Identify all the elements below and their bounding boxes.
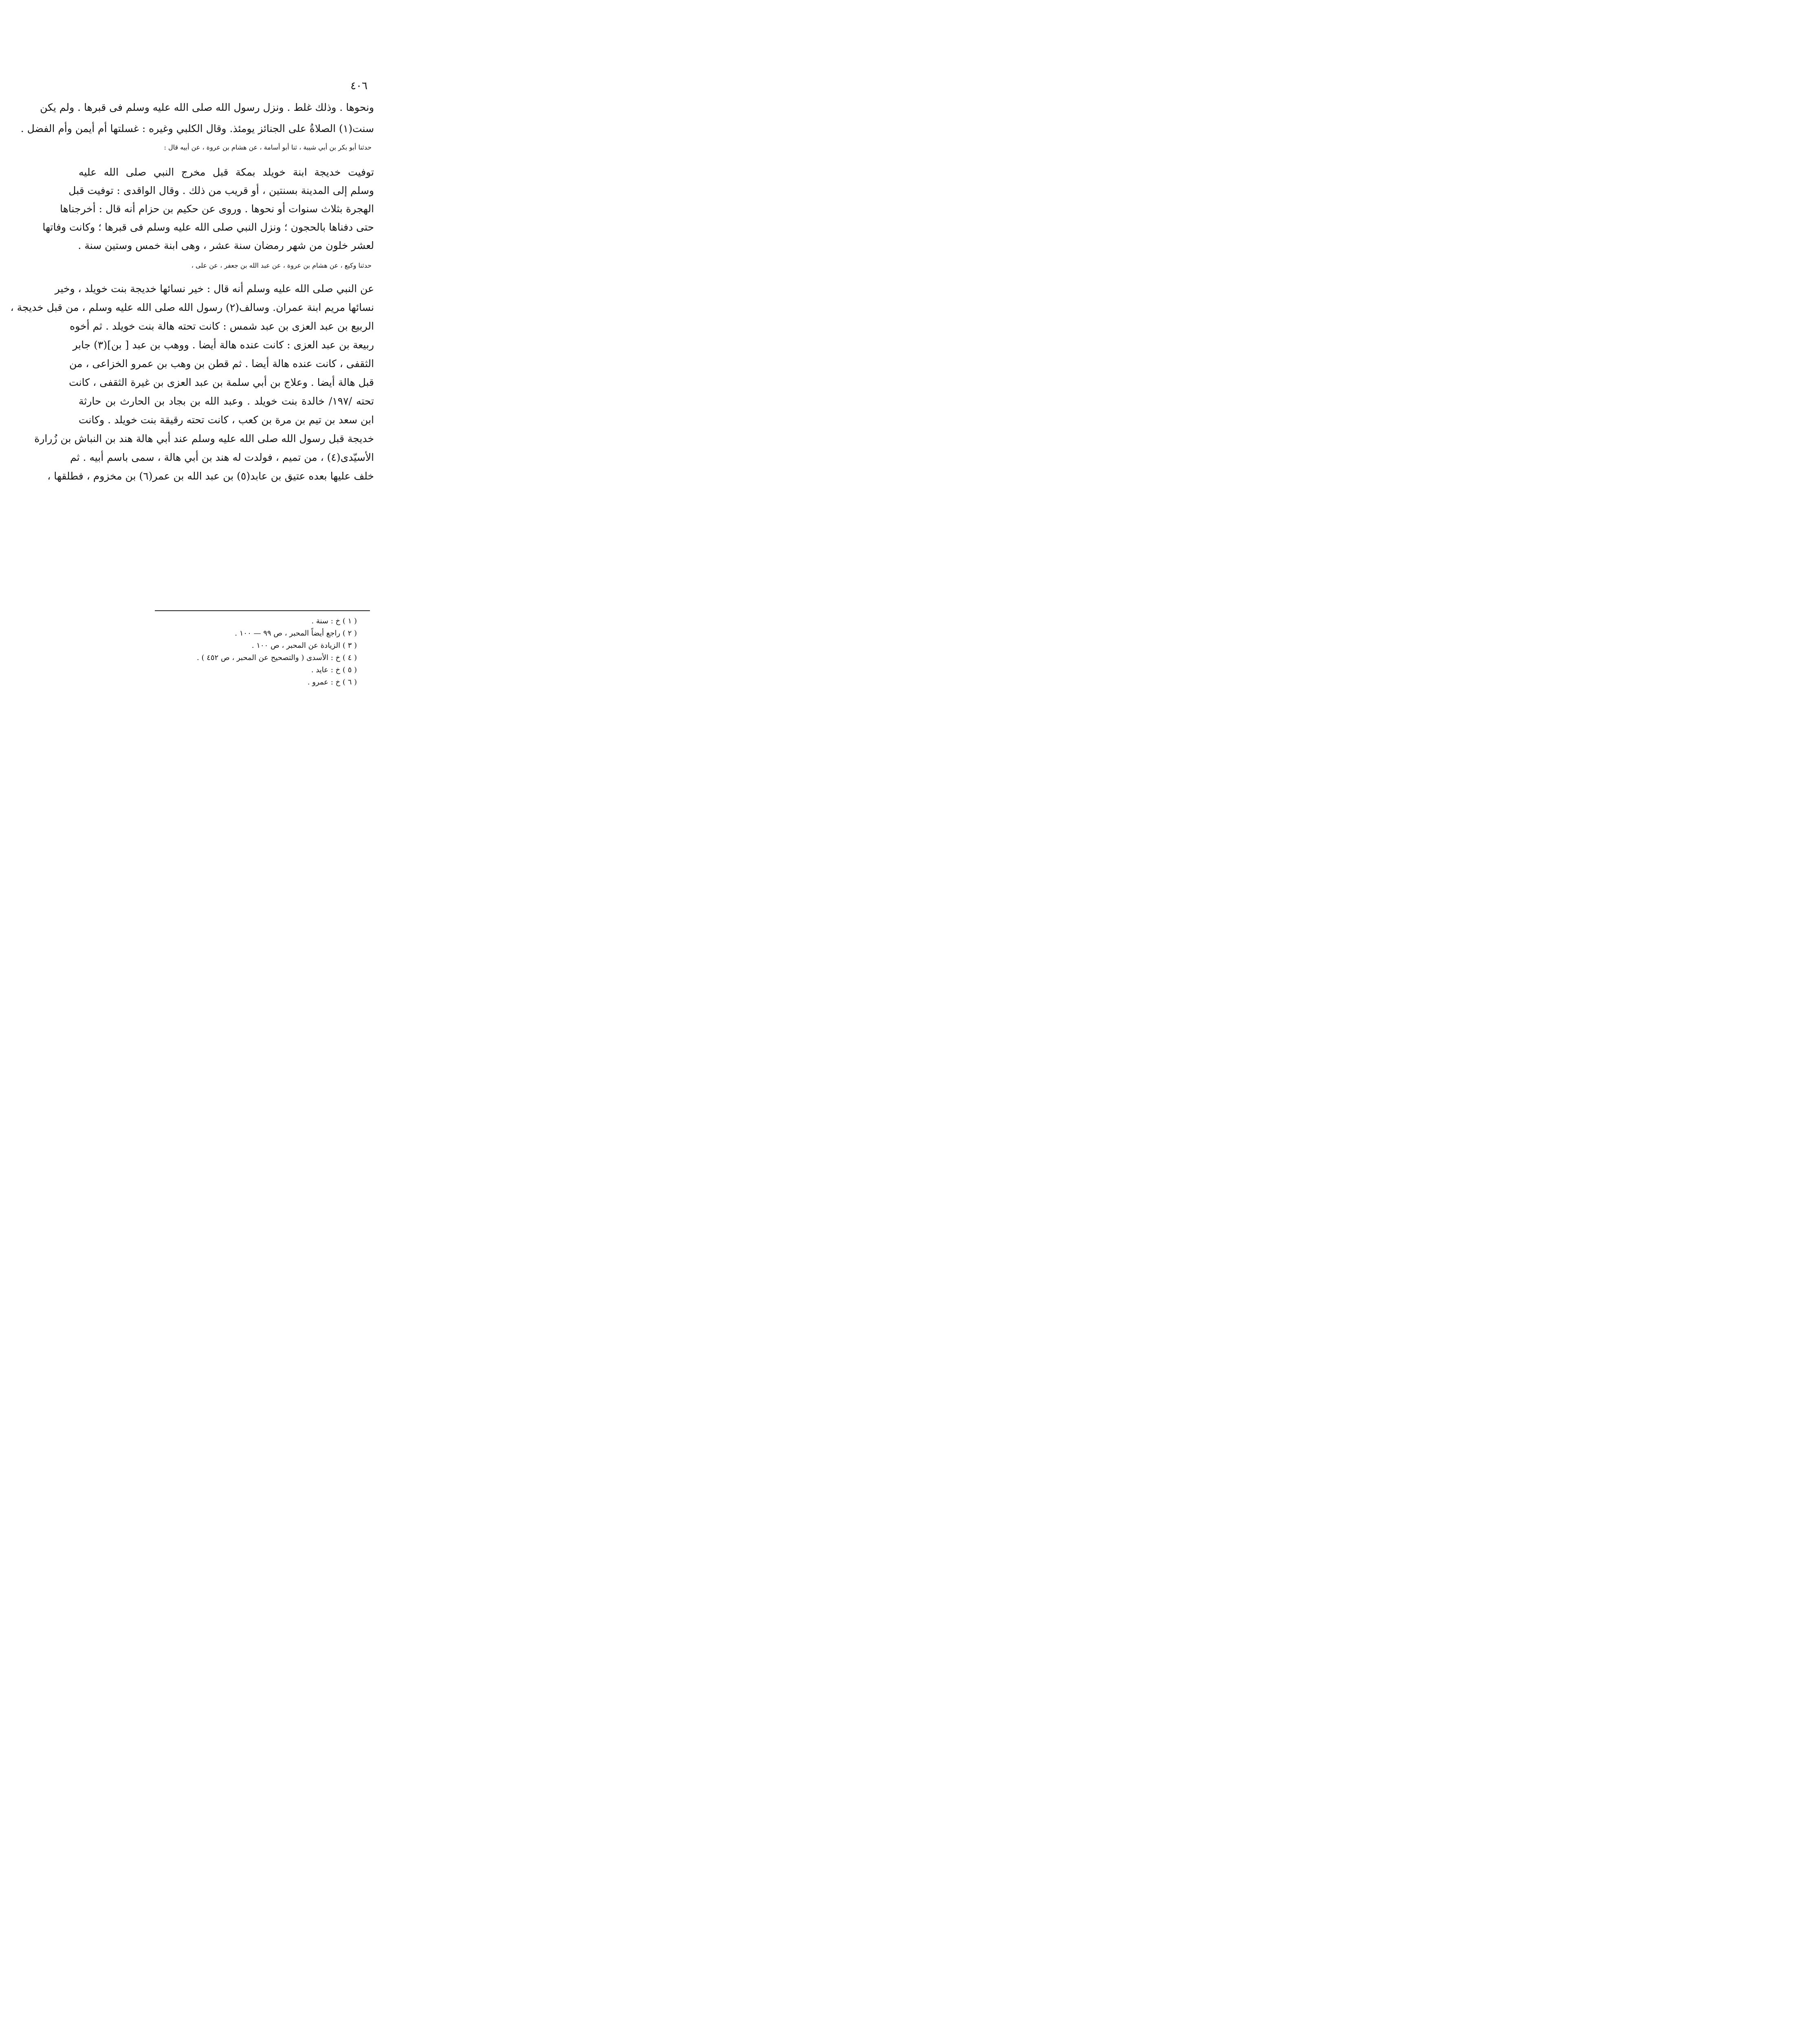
text-line: قبل هالة أيضا . وعلاج بن أبي سلمة بن عبد العزى بن غيرة الثقفى ، كانت	[69, 376, 374, 388]
isnad-2	[155, 260, 372, 271]
text-line: ابن سعد بن تيم بن مرة بن كعب ، كانت تحته رقيقة بنت خويلد . وكانت	[79, 414, 374, 426]
page-number: ٤٠٦	[350, 80, 368, 92]
isnad-text: حدثنا وكيع ، عن هشام بن عروة ، عن عبد الله بن جعفر ، عن على ،	[191, 262, 372, 269]
text-line: لعشر خلون من شهر رمضان سنة عشر ، وهى ابنة خمس وستين سنة .	[78, 240, 374, 251]
isnad-1	[122, 142, 372, 153]
text-line: ربيعة بن عبد العزى : كانت عنده هالة أيضا . ووهب بن عبد [ بن](٣) جابر	[73, 339, 374, 351]
text-line: تحته /١٩٧/ خالدة بنت خويلد . وعبد الله بن بجاد بن الحارث بن حارثة	[79, 395, 374, 407]
footnotes	[171, 615, 357, 689]
footnote: ( ٢ ) راجع أيضاً المحبر ، ص ٩٩ — ١٠٠ .	[235, 629, 357, 638]
footnote: ( ٤ ) خ : الأسدى ( والتصحيح عن المحبر ، ص ٤٥٢ ) .	[197, 653, 357, 662]
text-line: عن النبي صلى الله عليه وسلم أنه قال : خير نسائها خديجة بنت خويلد ، وخير	[55, 283, 374, 295]
paragraph-1	[20, 97, 374, 139]
text-line: الثقفى ، كانت عنده هالة أيضا . ثم قطن بن وهب بن عمرو الخزاعى ، من	[69, 358, 374, 370]
paragraph-3	[10, 279, 374, 486]
text-line: خلف عليها بعده عتيق بن عابد(٥) بن عبد الله بن عمر(٦) بن مخزوم ، فطلقها ،	[47, 470, 374, 482]
footnote: ( ٥ ) خ : عايد .	[311, 666, 357, 674]
text-line: حتى دفناها بالحجون ؛ ونزل النبي صلى الله عليه وسلم فى قبرها ؛ وكانت وفاتها	[42, 221, 374, 233]
text-line: نسائها مريم ابنة عمران. وسالف(٢) رسول الله صلى الله عليه وسلم ، من قبل خديجة ،	[10, 301, 374, 313]
footnote: ( ١ ) خ : سنة .	[311, 617, 357, 625]
isnad-text: حدثنا أبو بكر بن أبي شيبة ، ثنا أبو أسامة ، عن هشام بن عروة ، عن أبيه قال :	[164, 143, 372, 151]
footnote: ( ٦ ) خ : عمرو .	[307, 678, 357, 686]
text-line: توفيت خديجة ابنة خويلد بمكة قبل مخرج النبي صلى الله عليه	[79, 166, 374, 178]
text-line: الهجرة بثلاث سنوات أو نحوها . وروى عن حكيم بن حزام أنه قال : أخرجناها	[60, 203, 374, 215]
text-line: ونحوها . وذلك غلط . ونزل رسول الله صلى الله عليه وسلم فى قبرها . ولم يكن	[40, 101, 374, 113]
book-page	[0, 0, 455, 686]
text-line: سنت(١) الصلاةُ على الجنائز يومئذ. وقال الكلبي وغيره : غسلتها أم أيمن وأم الفضل .	[20, 123, 374, 134]
footnote: ( ٣ ) الزيادة عن المحبر ، ص ١٠٠ .	[251, 641, 357, 650]
paragraph-2	[42, 163, 374, 255]
text-line: الأسيّدى(٤) ، من تميم ، فولدت له هند بن أبي هالة ، سمى باسم أبيه . ثم	[70, 451, 374, 463]
text-line: الربيع بن عبد العزى بن عبد شمس : كانت تحته هالة بنت خويلد . ثم أخوه	[70, 320, 374, 332]
text-line: خديجة قبل رسول الله صلى الله عليه وسلم عند أبي هالة هند بن النباش بن زُرارة	[34, 433, 374, 444]
text-line: وسلم إلى المدينة بسنتين ، أو قريب من ذلك . وقال الواقدى : توفيت قبل	[68, 185, 374, 196]
footnote-divider	[155, 610, 370, 611]
